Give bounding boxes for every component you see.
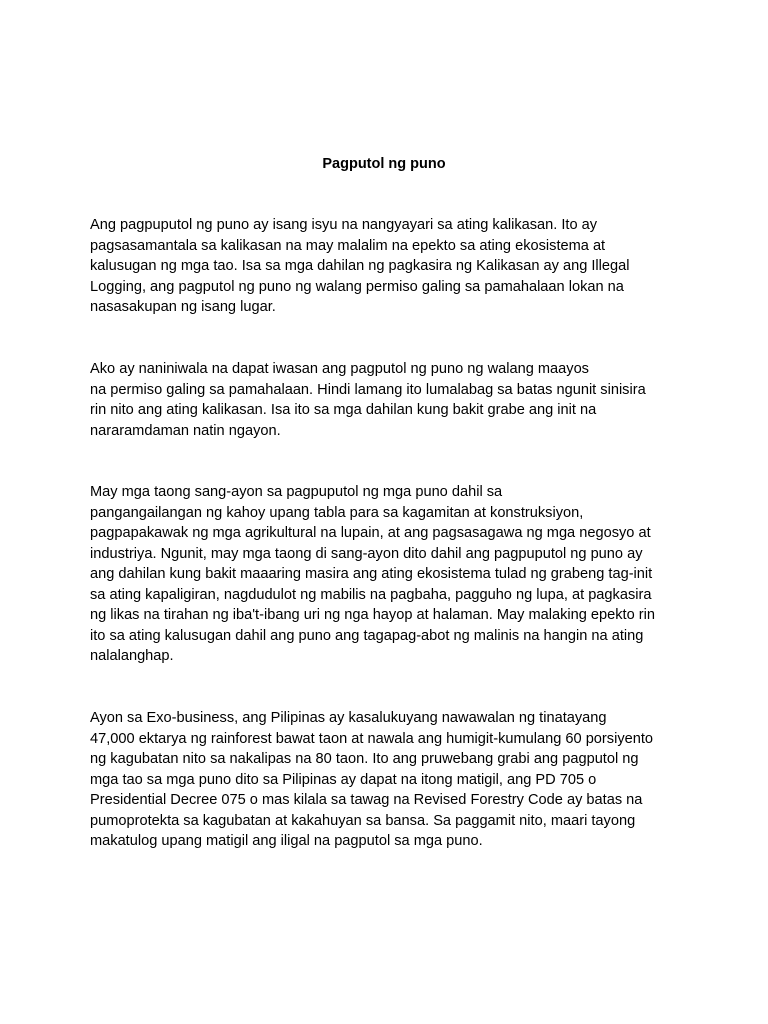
paragraph-3: May mga taong sang-ayon sa pagpuputol ng mga puno dahil sa pangangailangan ng kahoy upang tabla para sa kagamitan at konstruksiyon, pagpapakawak ng mga agrikultural na lupain, at ang pagsasagawa ng mga negosyo at industriya. Ngunit, may mga taong di sang-ayon dito dahil ang pagpuputol ng puno ay ang dahilan kung bakit maaaring masira ang ating ekosistema tulad ng grabeng tag-init sa ating kapaligiran, nagdudulot ng mabilis na pagbaha, pagguho ng lupa, at pagkasira ng likas na tirahan ng iba't-ibang uri ng nga hayop at halaman. May malaking epekto rin ito sa ating kalusugan dahil ang puno ang tagapag-abot ng malinis na hangin na ating nalalanghap.: [90, 484, 655, 664]
paragraph-4: Ayon sa Exo-business, ang Pilipinas ay kasalukuyang nawawalan ng tinatayang 47,000 ektarya ng rainforest bawat taon at nawala ang humigit-kumulang 60 porsiyento ng kagubatan nito sa nakalipas na 80 taon. Ito ang pruwebang grabi ang pagputol ng mga tao sa mga puno dito sa Pilipinas ay dapat na itong matigil, ang PD 705 o Presidential Decree 075 o mas kilala sa tawag na Revised Forestry Code ay batas na pumoprotekta sa kagubatan at kakahuyan sa bansa. Sa paggamit nito, maari tayong makatulog upang matigil ang iligal na pagputol sa mga puno.: [90, 710, 654, 849]
paragraph-2: Ako ay naniniwala na dapat iwasan ang pagputol ng puno ng walang maayos na permiso galing sa pamahalaan. Hindi lamang ito lumalabag sa batas ngunit sinisira rin nito ang ating kalikasan. Isa ito sa mga dahilan kung bakit grabe ang init na nararamdaman natin ngayon.: [90, 361, 646, 439]
document-title: Pagputol ng puno: [322, 156, 446, 172]
paragraph-1: Ang pagpuputol ng puno ay isang isyu na nangyayari sa ating kalikasan. Ito ay pagsasamantala sa kalikasan na may malalim na epekto sa ating ekosistema at kalusugan ng mga tao. Isa sa mga dahilan ng pagkasira ng Kalikasan ay ang Illegal Logging, ang pagputol ng puno ng walang permiso galing sa pamahalaan lokan na nasasakupan ng isang lugar.: [90, 217, 630, 315]
